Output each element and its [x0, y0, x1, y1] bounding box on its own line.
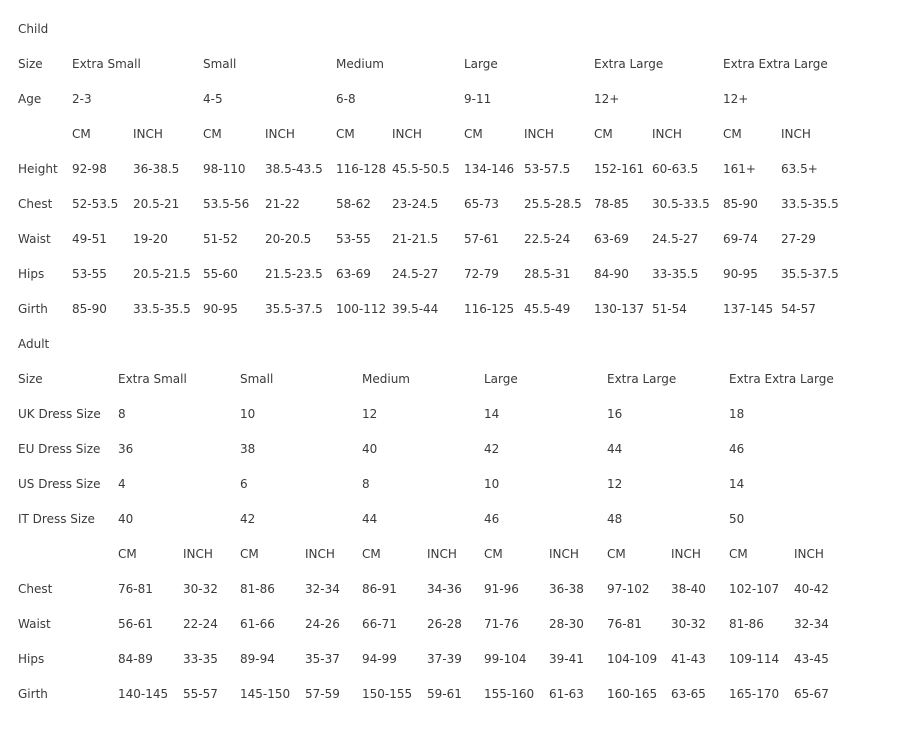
child-unit-cm: CM: [594, 127, 613, 141]
adult-chest-row: [18, 572, 888, 607]
child-cell: 65-73: [464, 197, 499, 211]
child-size-m: Medium: [336, 57, 384, 71]
adult-cell: 102-107: [729, 582, 780, 596]
adult-cell: 97-102: [607, 582, 650, 596]
adult-eu-dress-row: [18, 432, 888, 467]
adult-dress-cell: 16: [607, 407, 623, 421]
child-row-label: Hips: [18, 267, 45, 281]
child-units-row: [18, 117, 888, 152]
adult-cell: 160-165: [607, 687, 658, 701]
adult-cell: 34-36: [427, 582, 462, 596]
adult-dress-cell: 10: [484, 477, 500, 491]
adult-dress-label: IT Dress Size: [18, 512, 95, 526]
adult-dress-cell: 18: [729, 407, 745, 421]
child-cell: 55-60: [203, 267, 238, 281]
child-cell: 33.5-35.5: [133, 302, 191, 316]
child-cell: 84-90: [594, 267, 629, 281]
child-cell: 130-137: [594, 302, 645, 316]
child-cell: 137-145: [723, 302, 774, 316]
child-cell: 152-161: [594, 162, 645, 176]
child-cell: 57-61: [464, 232, 499, 246]
adult-size-label: Size: [18, 372, 43, 386]
adult-size-table: [18, 362, 888, 712]
adult-dress-cell: 12: [362, 407, 378, 421]
adult-cell: 32-34: [794, 617, 829, 631]
adult-cell: 91-96: [484, 582, 519, 596]
child-cell: 161+: [723, 162, 756, 176]
child-cell: 27-29: [781, 232, 816, 246]
adult-girth-row: [18, 677, 888, 712]
child-age-row: [18, 82, 888, 117]
adult-cell: 89-94: [240, 652, 275, 666]
adult-uk-dress-row: [18, 397, 888, 432]
child-size-xs: Extra Small: [72, 57, 141, 71]
adult-size-row: [18, 362, 888, 397]
adult-unit-cm: CM: [240, 547, 259, 561]
adult-cell: 71-76: [484, 617, 519, 631]
adult-dress-cell: 14: [484, 407, 500, 421]
adult-cell: 94-99: [362, 652, 397, 666]
adult-unit-inch: INCH: [427, 547, 457, 561]
adult-unit-inch: INCH: [305, 547, 335, 561]
child-size-xxl: Extra Extra Large: [723, 57, 828, 71]
child-unit-inch: INCH: [524, 127, 554, 141]
child-cell: 51-54: [652, 302, 687, 316]
adult-unit-inch: INCH: [671, 547, 701, 561]
child-age-label: Age: [18, 92, 42, 106]
adult-section-title: Adult: [18, 337, 50, 351]
child-unit-cm: CM: [72, 127, 91, 141]
adult-row-label: Hips: [18, 652, 45, 666]
child-cell: 30.5-33.5: [652, 197, 710, 211]
adult-size-xxl: Extra Extra Large: [729, 372, 834, 386]
child-cell: 60-63.5: [652, 162, 699, 176]
adult-unit-cm: CM: [484, 547, 503, 561]
adult-hips-row: [18, 642, 888, 677]
adult-dress-cell: 42: [240, 512, 256, 526]
adult-cell: 86-91: [362, 582, 397, 596]
child-cell: 35.5-37.5: [781, 267, 839, 281]
adult-dress-cell: 44: [362, 512, 378, 526]
adult-cell: 28-30: [549, 617, 584, 631]
adult-dress-label: EU Dress Size: [18, 442, 101, 456]
child-cell: 85-90: [72, 302, 107, 316]
child-cell: 49-51: [72, 232, 107, 246]
adult-dress-label: US Dress Size: [18, 477, 101, 491]
adult-dress-cell: 42: [484, 442, 500, 456]
adult-cell: 55-57: [183, 687, 218, 701]
adult-cell: 61-63: [549, 687, 584, 701]
adult-cell: 22-24: [183, 617, 218, 631]
child-cell: 98-110: [203, 162, 246, 176]
adult-cell: 56-61: [118, 617, 153, 631]
child-cell: 90-95: [203, 302, 238, 316]
adult-dress-cell: 46: [729, 442, 745, 456]
child-row-label: Height: [18, 162, 58, 176]
child-cell: 20.5-21.5: [133, 267, 191, 281]
child-unit-inch: INCH: [133, 127, 163, 141]
child-cell: 52-53.5: [72, 197, 119, 211]
adult-size-xl: Extra Large: [607, 372, 677, 386]
adult-unit-inch: INCH: [794, 547, 824, 561]
adult-cell: 30-32: [671, 617, 706, 631]
child-cell: 22.5-24: [524, 232, 571, 246]
child-cell: 53-55: [336, 232, 371, 246]
adult-dress-cell: 36: [118, 442, 134, 456]
child-cell: 85-90: [723, 197, 758, 211]
child-cell: 53.5-56: [203, 197, 250, 211]
adult-cell: 41-43: [671, 652, 706, 666]
child-cell: 92-98: [72, 162, 107, 176]
child-age-l: 9-11: [464, 92, 492, 106]
child-unit-cm: CM: [464, 127, 483, 141]
adult-cell: 43-45: [794, 652, 829, 666]
adult-unit-inch: INCH: [183, 547, 213, 561]
child-waist-row: [18, 222, 888, 257]
adult-us-dress-row: [18, 467, 888, 502]
adult-cell: 81-86: [729, 617, 764, 631]
child-cell: 28.5-31: [524, 267, 571, 281]
adult-cell: 37-39: [427, 652, 462, 666]
child-unit-cm: CM: [723, 127, 742, 141]
adult-dress-cell: 46: [484, 512, 500, 526]
adult-cell: 57-59: [305, 687, 340, 701]
adult-unit-cm: CM: [362, 547, 381, 561]
child-cell: 38.5-43.5: [265, 162, 323, 176]
adult-row-label: Waist: [18, 617, 51, 631]
adult-cell: 39-41: [549, 652, 584, 666]
child-cell: 58-62: [336, 197, 371, 211]
child-unit-cm: CM: [336, 127, 355, 141]
child-age-xl: 12+: [594, 92, 620, 106]
adult-cell: 35-37: [305, 652, 340, 666]
adult-cell: 36-38: [549, 582, 584, 596]
child-size-row: [18, 47, 888, 82]
child-cell: 72-79: [464, 267, 499, 281]
adult-cell: 59-61: [427, 687, 462, 701]
child-unit-cm: CM: [203, 127, 222, 141]
adult-cell: 33-35: [183, 652, 218, 666]
adult-cell: 104-109: [607, 652, 658, 666]
adult-cell: 61-66: [240, 617, 275, 631]
child-cell: 134-146: [464, 162, 515, 176]
adult-cell: 81-86: [240, 582, 275, 596]
child-cell: 25.5-28.5: [524, 197, 582, 211]
adult-dress-cell: 4: [118, 477, 126, 491]
child-chest-row: [18, 187, 888, 222]
adult-dress-cell: 6: [240, 477, 248, 491]
child-cell: 63-69: [594, 232, 629, 246]
adult-size-l: Large: [484, 372, 518, 386]
child-cell: 21-21.5: [392, 232, 439, 246]
child-cell: 69-74: [723, 232, 758, 246]
adult-unit-inch: INCH: [549, 547, 579, 561]
child-unit-inch: INCH: [392, 127, 422, 141]
child-cell: 39.5-44: [392, 302, 439, 316]
child-age-xxl: 12+: [723, 92, 749, 106]
child-cell: 35.5-37.5: [265, 302, 323, 316]
child-cell: 20.5-21: [133, 197, 180, 211]
adult-cell: 155-160: [484, 687, 535, 701]
child-hips-row: [18, 257, 888, 292]
adult-cell: 84-89: [118, 652, 153, 666]
child-cell: 116-128: [336, 162, 387, 176]
adult-cell: 26-28: [427, 617, 462, 631]
child-size-l: Large: [464, 57, 498, 71]
child-cell: 54-57: [781, 302, 816, 316]
adult-cell: 145-150: [240, 687, 291, 701]
adult-cell: 38-40: [671, 582, 706, 596]
adult-dress-cell: 8: [362, 477, 370, 491]
adult-cell: 140-145: [118, 687, 169, 701]
child-row-label: Chest: [18, 197, 53, 211]
child-cell: 19-20: [133, 232, 168, 246]
child-age-s: 4-5: [203, 92, 223, 106]
adult-dress-cell: 44: [607, 442, 623, 456]
child-cell: 53-57.5: [524, 162, 571, 176]
adult-dress-cell: 12: [607, 477, 623, 491]
adult-size-s: Small: [240, 372, 274, 386]
adult-cell: 30-32: [183, 582, 218, 596]
adult-dress-cell: 8: [118, 407, 126, 421]
child-height-row: [18, 152, 888, 187]
child-cell: 20-20.5: [265, 232, 312, 246]
adult-cell: 65-67: [794, 687, 829, 701]
child-cell: 23-24.5: [392, 197, 439, 211]
adult-cell: 109-114: [729, 652, 780, 666]
adult-unit-cm: CM: [118, 547, 137, 561]
adult-cell: 99-104: [484, 652, 527, 666]
child-unit-inch: INCH: [652, 127, 682, 141]
adult-size-xs: Extra Small: [118, 372, 187, 386]
child-size-label: Size: [18, 57, 43, 71]
adult-cell: 24-26: [305, 617, 340, 631]
child-section-title: Child: [18, 22, 49, 36]
adult-waist-row: [18, 607, 888, 642]
adult-dress-cell: 40: [362, 442, 378, 456]
adult-cell: 40-42: [794, 582, 829, 596]
child-cell: 36-38.5: [133, 162, 180, 176]
child-row-label: Girth: [18, 302, 48, 316]
child-cell: 24.5-27: [652, 232, 699, 246]
child-cell: 21.5-23.5: [265, 267, 323, 281]
adult-it-dress-row: [18, 502, 888, 537]
adult-cell: 76-81: [607, 617, 642, 631]
adult-dress-cell: 10: [240, 407, 256, 421]
adult-cell: 63-65: [671, 687, 706, 701]
adult-dress-cell: 48: [607, 512, 623, 526]
child-cell: 63.5+: [781, 162, 818, 176]
adult-units-row: [18, 537, 888, 572]
child-cell: 51-52: [203, 232, 238, 246]
child-unit-inch: INCH: [265, 127, 295, 141]
adult-cell: 165-170: [729, 687, 780, 701]
child-size-s: Small: [203, 57, 237, 71]
child-age-m: 6-8: [336, 92, 356, 106]
child-unit-inch: INCH: [781, 127, 811, 141]
adult-dress-cell: 14: [729, 477, 745, 491]
size-guide: [18, 12, 888, 712]
child-cell: 45.5-49: [524, 302, 571, 316]
child-row-label: Waist: [18, 232, 51, 246]
child-cell: 116-125: [464, 302, 515, 316]
child-cell: 21-22: [265, 197, 300, 211]
child-age-xs: 2-3: [72, 92, 92, 106]
child-cell: 45.5-50.5: [392, 162, 450, 176]
child-cell: 63-69: [336, 267, 371, 281]
adult-dress-label: UK Dress Size: [18, 407, 101, 421]
adult-size-m: Medium: [362, 372, 410, 386]
adult-cell: 32-34: [305, 582, 340, 596]
child-size-xl: Extra Large: [594, 57, 664, 71]
child-size-table: [18, 47, 888, 327]
child-cell: 33.5-35.5: [781, 197, 839, 211]
child-cell: 78-85: [594, 197, 629, 211]
child-cell: 100-112: [336, 302, 387, 316]
adult-cell: 66-71: [362, 617, 397, 631]
child-cell: 53-55: [72, 267, 107, 281]
adult-cell: 76-81: [118, 582, 153, 596]
adult-row-label: Chest: [18, 582, 53, 596]
adult-dress-cell: 40: [118, 512, 134, 526]
child-cell: 33-35.5: [652, 267, 699, 281]
adult-unit-cm: CM: [607, 547, 626, 561]
child-cell: 90-95: [723, 267, 758, 281]
child-girth-row: [18, 292, 888, 327]
adult-unit-cm: CM: [729, 547, 748, 561]
adult-dress-cell: 50: [729, 512, 745, 526]
adult-cell: 150-155: [362, 687, 413, 701]
child-cell: 24.5-27: [392, 267, 439, 281]
adult-dress-cell: 38: [240, 442, 256, 456]
adult-row-label: Girth: [18, 687, 48, 701]
